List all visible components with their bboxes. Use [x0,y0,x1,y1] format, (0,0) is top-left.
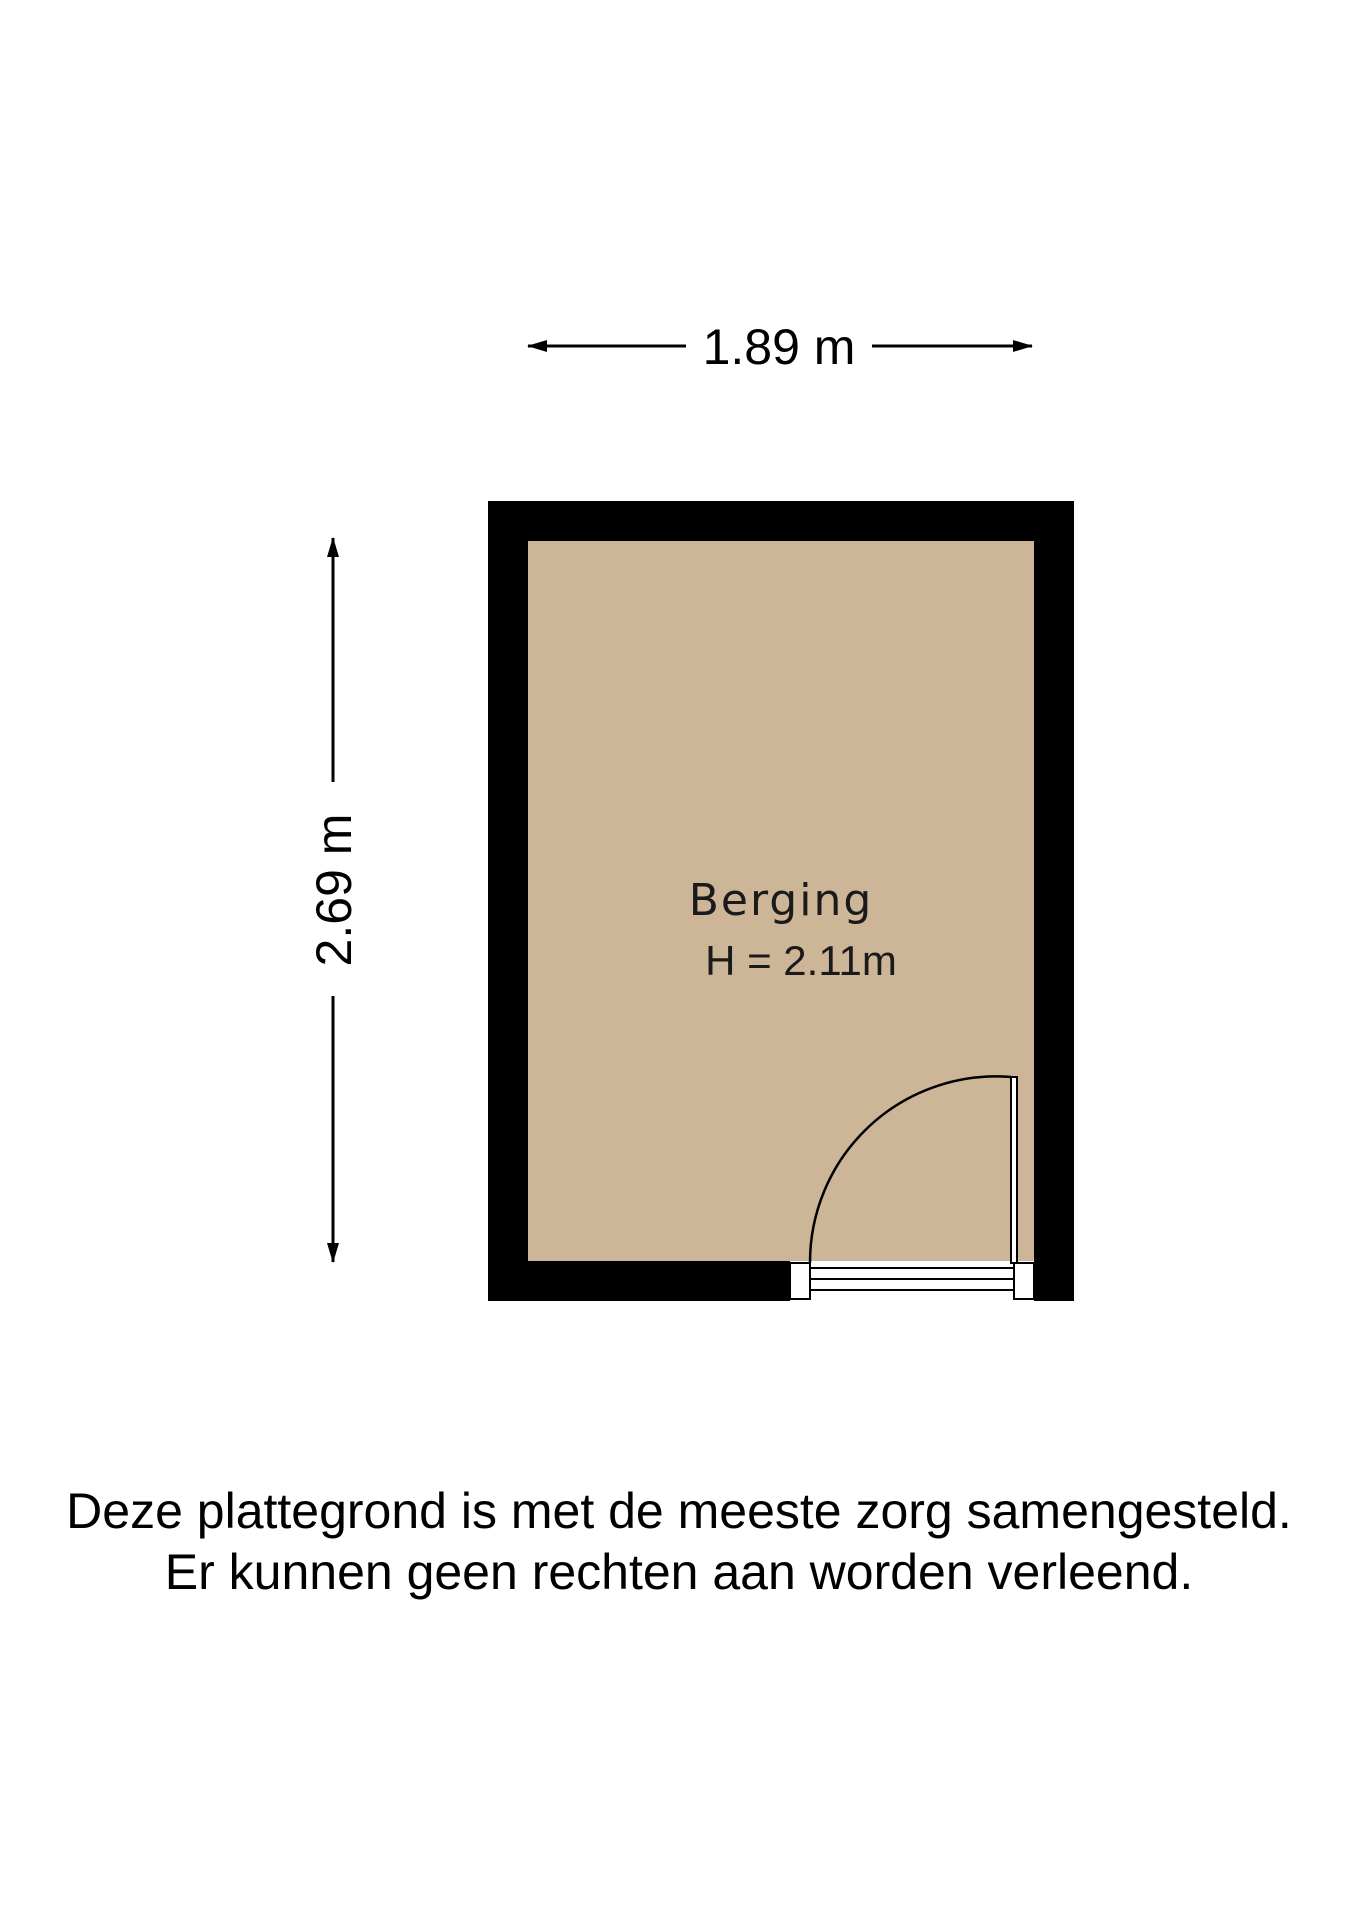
room-name: Berging [688,875,874,926]
disclaimer-line-1: Deze plattegrond is met de meeste zorg samengesteld. [66,1483,1292,1539]
door-leaf [1011,1077,1017,1263]
width-dimension [528,319,1032,375]
room-height: H = 2.11m [705,937,897,984]
width-dimension-label: 1.89 m [702,319,856,375]
door-opening [790,1261,1034,1301]
door-frame-right [1014,1263,1034,1299]
disclaimer-line-2: Er kunnen geen rechten aan worden verleend. [164,1544,1194,1600]
door-frame-left [790,1263,810,1299]
depth-dimension-label: 2.69 m [306,813,362,967]
depth-dimension [306,538,362,1262]
